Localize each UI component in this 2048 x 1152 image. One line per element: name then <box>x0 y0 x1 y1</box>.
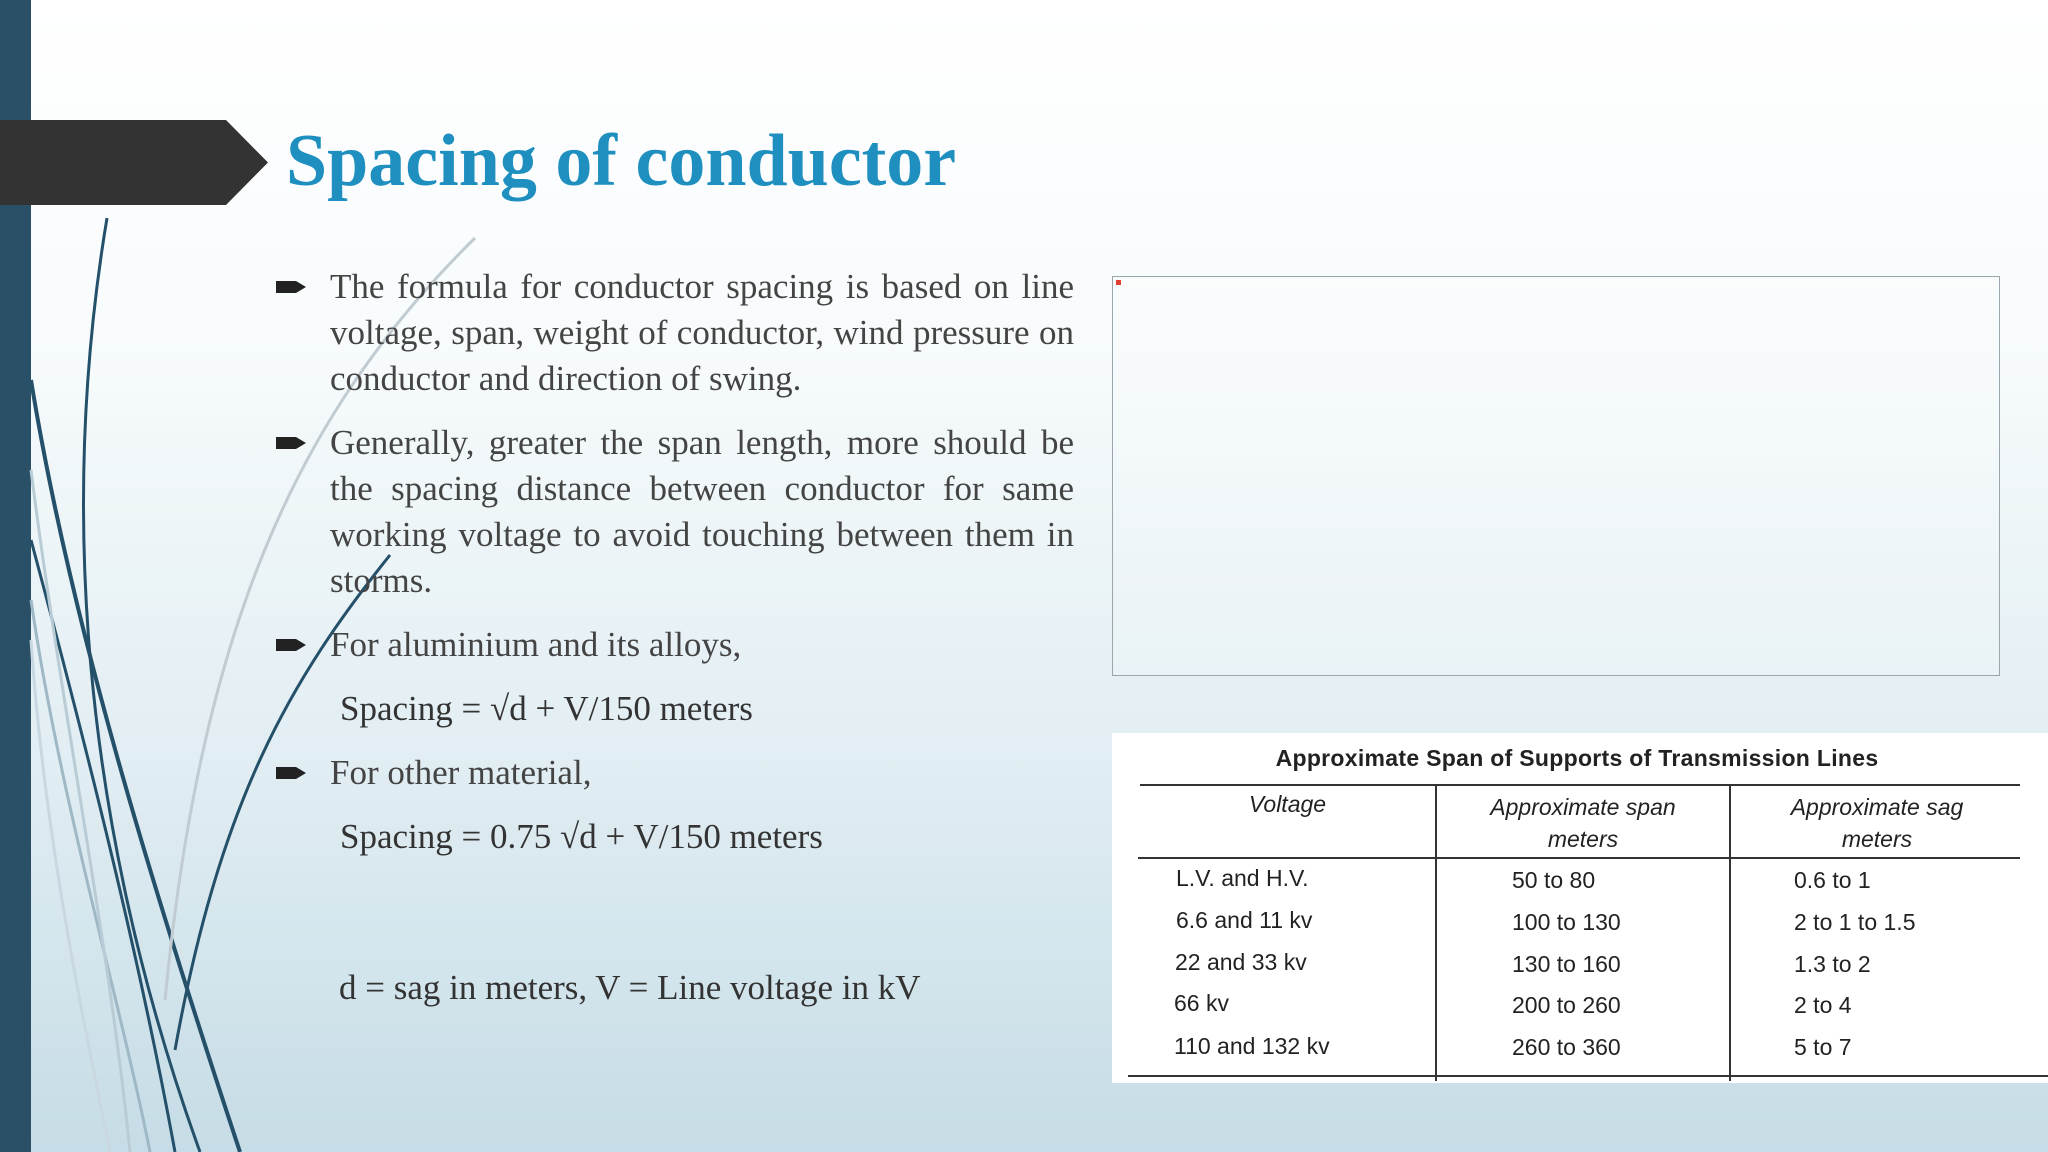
content-body <box>272 264 1074 878</box>
image-placeholder <box>1112 276 2000 676</box>
bullet-text: Generally, greater the span length, more should be the spacing distance between conductor for same working voltage to avoid touching between them in storms. <box>330 423 1074 600</box>
bullet-text: For other material, <box>330 753 592 792</box>
table-bottom-rule <box>1128 1075 2048 1077</box>
bullet-text: For aluminium and its alloys, <box>330 625 742 664</box>
table-header-rule <box>1138 857 2020 859</box>
column-header-sag: Approximate sag meters <box>1790 794 1964 852</box>
bullet-item <box>272 750 1074 796</box>
bullet-arrow-icon <box>274 624 308 666</box>
formula-aluminium: Spacing = √d + V/150 meters <box>340 689 753 728</box>
bullet-arrow-icon <box>274 266 308 308</box>
bullet-text: The formula for conductor spacing is based on line voltage, span, weight of conductor, wind pressure on conductor and direction of swing. <box>330 267 1074 398</box>
bullet-arrow-icon <box>274 752 308 794</box>
bullet-item <box>272 622 1074 668</box>
formula-other-material: Spacing = 0.75 √d + V/150 meters <box>340 817 823 856</box>
span-table: Approximate Span of Supports of Transmission Lines Voltage Approximate span meters Approximate sag meters L.V. and H.V. 50 to 80 0.6 to 1 6.6 and 11 kv 100 to 130 2 to 1 to 1.5 22 and 33 kv 130 to 160 1.3 to 2 66 kv 200 to 260 2 to 4 110 and 132 kv 260 to 360 5 to 7 <box>1112 733 2048 1083</box>
bullet-item <box>272 264 1074 402</box>
column-header-span: Approximate span meters <box>1490 794 1676 852</box>
table-top-rule <box>1140 784 2020 786</box>
broken-image-icon <box>1116 280 1121 285</box>
page-title: Spacing of conductor <box>286 120 957 202</box>
column-header-voltage: Voltage <box>1248 791 1327 817</box>
table-title: Approximate Span of Supports of Transmission Lines <box>1275 745 1879 771</box>
title-arrow-shape <box>0 120 268 205</box>
formula-legend: d = sag in meters, V = Line voltage in kV <box>339 968 921 1007</box>
bullet-item <box>272 420 1074 604</box>
bullet-arrow-icon <box>274 422 308 464</box>
